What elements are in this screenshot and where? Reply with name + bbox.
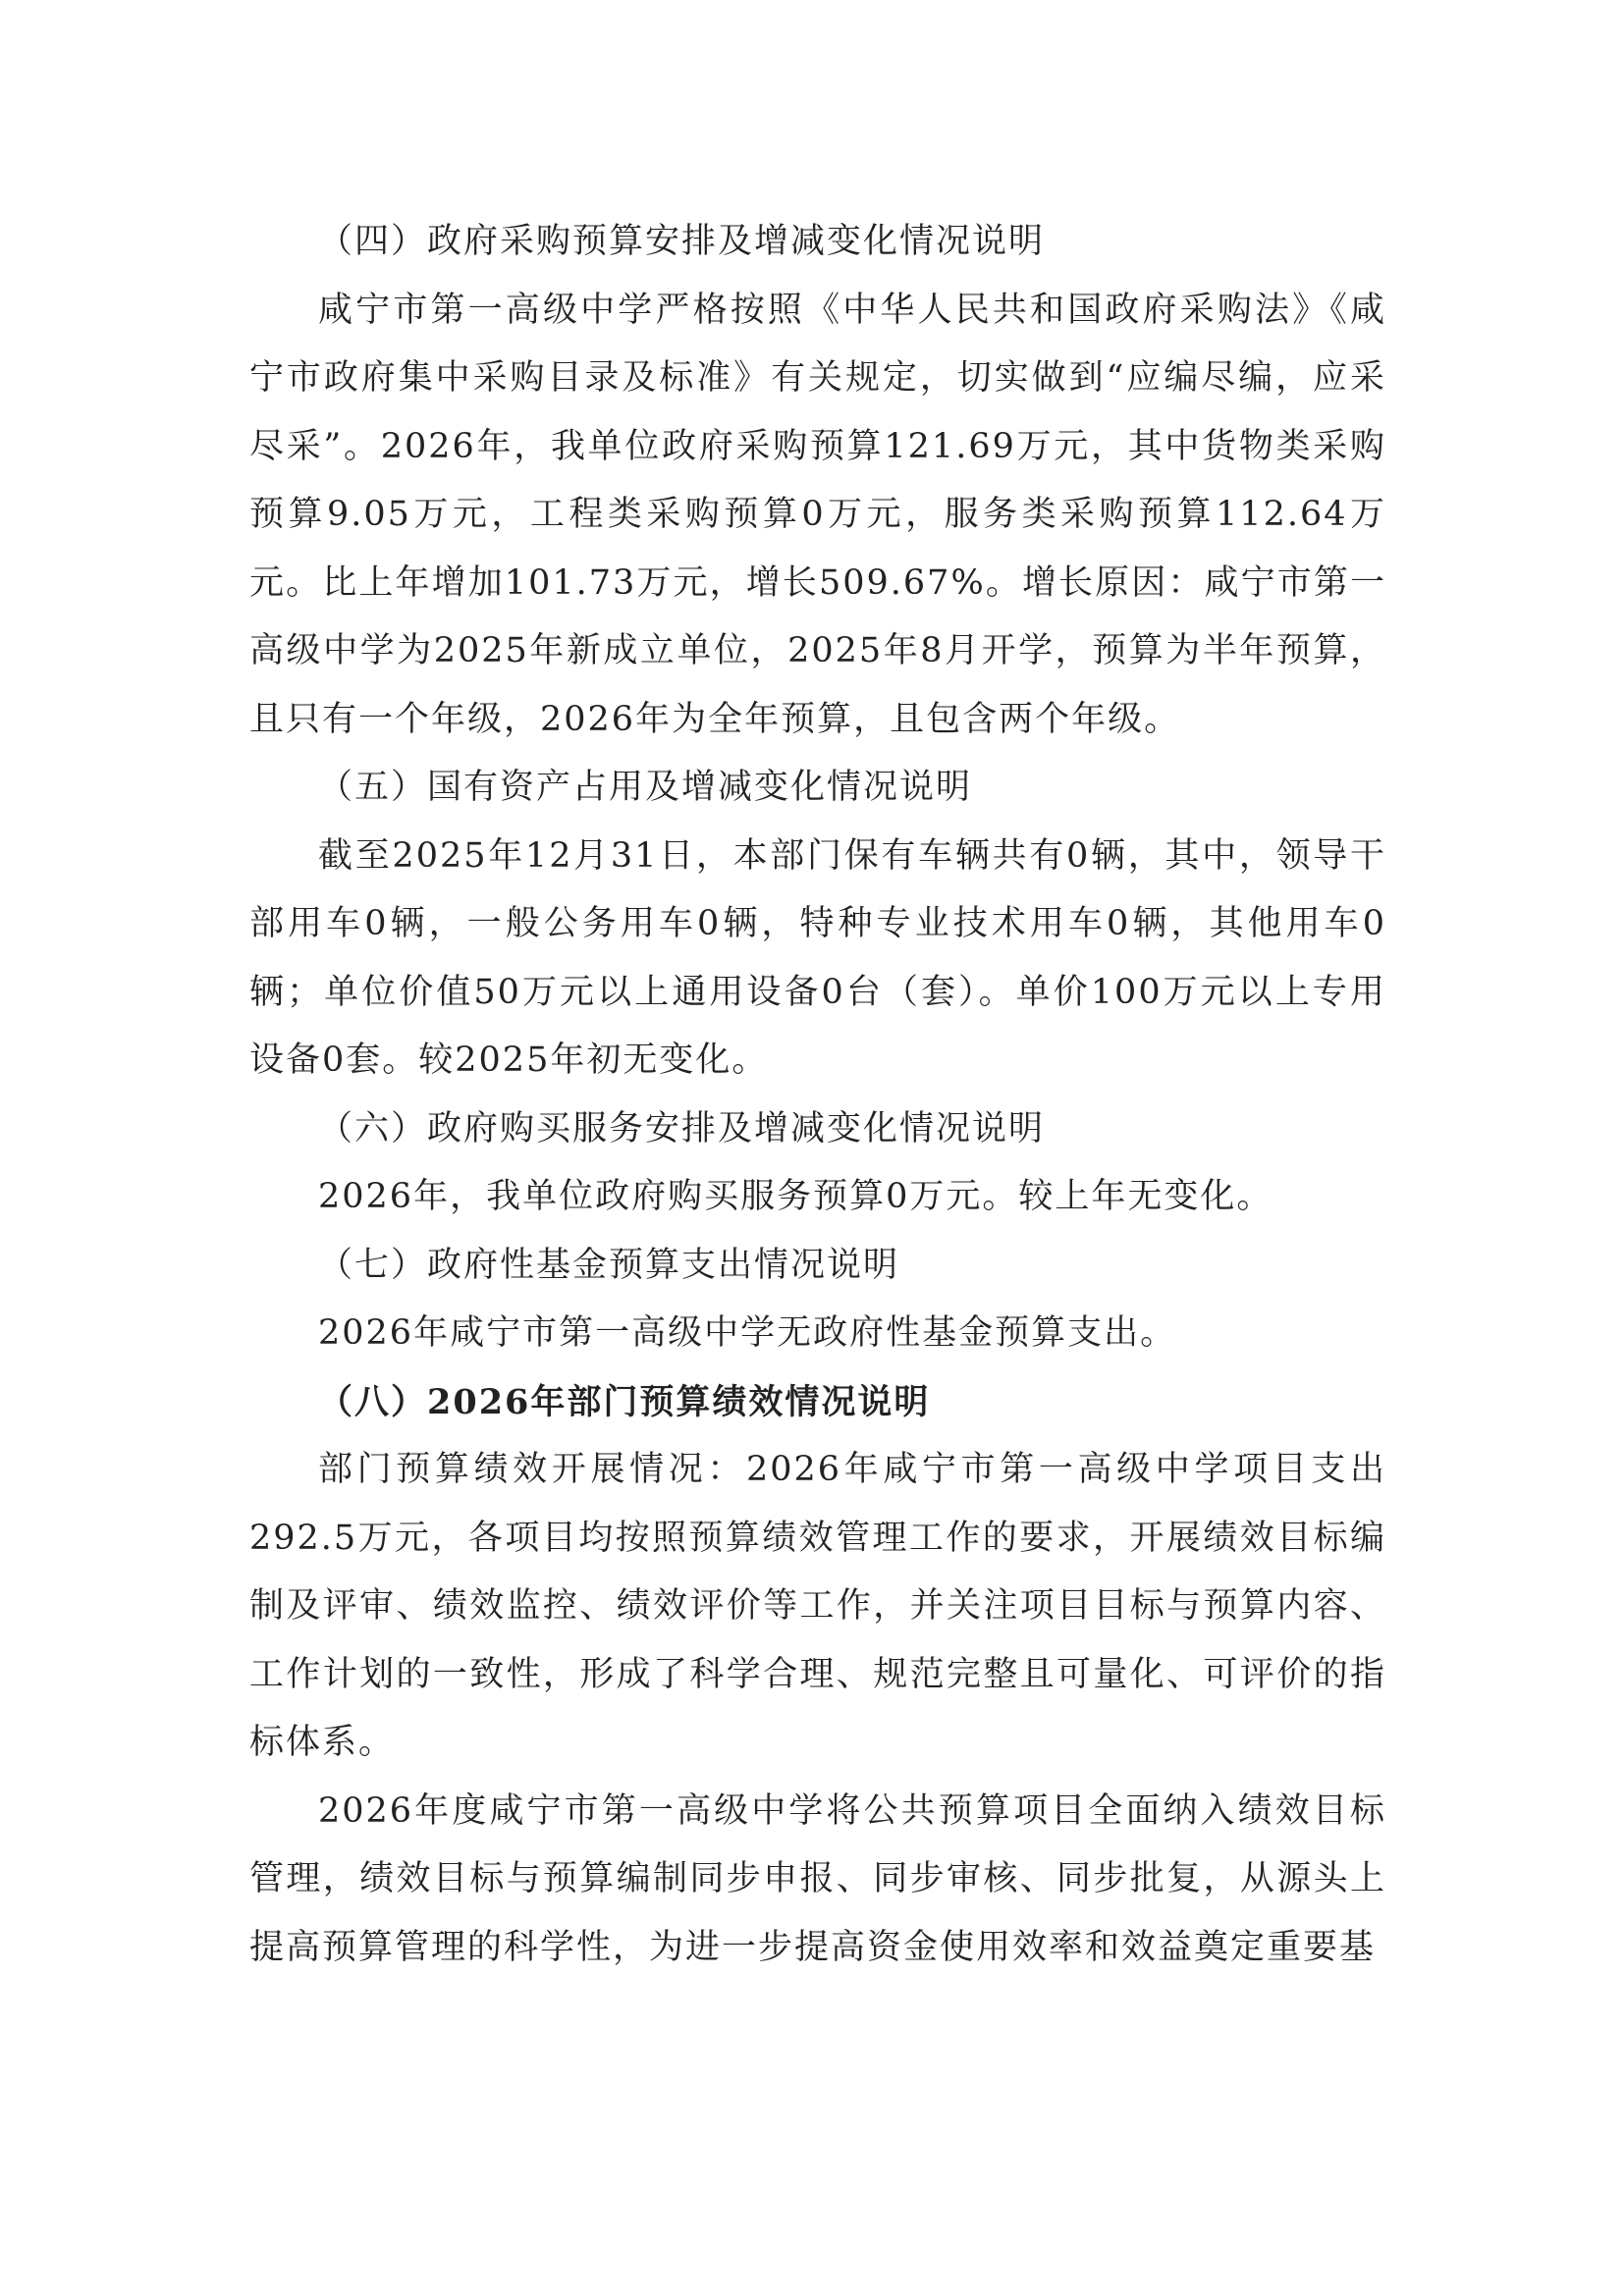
paragraph-services: 2026年，我单位政府购买服务预算0万元。较上年无变化。	[318, 1177, 1273, 1216]
document-body	[249, 208, 1386, 1982]
section-heading-4: （四）政府采购预算安排及增减变化情况说明	[318, 222, 1046, 261]
section-heading-7: （七）政府性基金预算支出情况说明	[318, 1245, 900, 1285]
section-heading-8: （八）2026年部门预算绩效情况说明	[318, 1381, 931, 1422]
paragraph-procurement: 咸宁市第一高级中学严格按照《中华人民共和国政府采购法》《咸宁市政府集中采购目录及标准》有关规定，切实做到“应编尽编，应采尽采”。2026年，我单位政府采购预算121.69万元，其中货物类采购预算9.05万元，工程类采购预算0万元，服务类采购预算112.64万元。比上年增加101.73万元，增长509.67%。增长原因：咸宁市第一高级中学为2025年新成立单位，2025年8月开学，预算为半年预算，且只有一个年级，2026年为全年预算，且包含两个年级。	[249, 290, 1386, 739]
paragraph-assets: 截至2025年12月31日，本部门保有车辆共有0辆，其中，领导干部用车0辆，一般公务用车0辆，特种专业技术用车0辆，其他用车0辆；单位价值50万元以上通用设备0台（套）。单价100万元以上专用设备0套。较2025年初无变化。	[249, 835, 1386, 1080]
paragraph-performance-management: 2026年度咸宁市第一高级中学将公共预算项目全面纳入绩效目标管理，绩效目标与预算编制同步申报、同步审核、同步批复，从源头上提高预算管理的科学性，为进一步提高资金使用效率和效益奠定重要基	[249, 1790, 1386, 1967]
section-heading-6: （六）政府购买服务安排及增减变化情况说明	[318, 1108, 1046, 1148]
paragraph-performance: 部门预算绩效开展情况：2026年咸宁市第一高级中学项目支出292.5万元，各项目均按照预算绩效管理工作的要求，开展绩效目标编制及评审、绩效监控、绩效评价等工作，并关注项目目标与预算内容、工作计划的一致性，形成了科学合理、规范完整且可量化、可评价的指标体系。	[249, 1450, 1386, 1762]
paragraph-fund: 2026年咸宁市第一高级中学无政府性基金预算支出。	[318, 1313, 1177, 1353]
section-heading-5: （五）国有资产占用及增减变化情况说明	[318, 768, 973, 807]
